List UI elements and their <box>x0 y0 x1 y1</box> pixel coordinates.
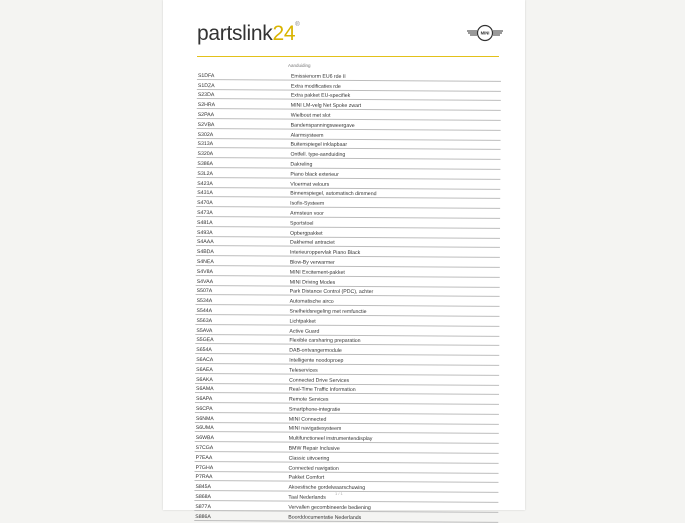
option-description: Park Distance Control (PDC), achter <box>289 288 374 296</box>
option-code: S1DZA <box>197 82 215 89</box>
option-code: S6WBA <box>195 435 214 442</box>
option-description: Teleservices <box>289 367 318 374</box>
option-description: Akoestische gordelwaarschuwing <box>288 484 366 492</box>
option-code: P7EAA <box>195 454 213 461</box>
option-description: Multifunctioneel instrumentendisplay <box>288 435 373 443</box>
logo-text-accent: 24 <box>272 22 296 45</box>
option-description: Active Guard <box>289 328 320 335</box>
option-description: Dakhemel antraciet <box>289 239 335 247</box>
mini-logo-icon <box>466 24 504 42</box>
header-divider <box>197 56 499 57</box>
option-description: Boorddocumentatie Nederlands <box>288 514 362 521</box>
option-description: Flexible carsharing preparation <box>289 337 361 345</box>
option-code: S6UMA <box>195 425 214 432</box>
option-code: S2PAA <box>197 111 215 119</box>
option-description: Bandenspanningsweergave <box>290 122 355 129</box>
option-description: Taal Nederlands <box>288 494 326 501</box>
option-description: Smartphone-integratie <box>288 406 341 413</box>
option-code: S4BDA <box>196 249 214 256</box>
option-description: Interieuroppervlak Piano Black <box>289 249 361 257</box>
option-code: S544A <box>196 307 213 315</box>
option-description: Intelligente noodoproep <box>289 357 344 364</box>
table-row <box>194 511 498 523</box>
option-description: Classic uitvoering <box>288 455 330 462</box>
option-code: S1DFA <box>197 72 215 79</box>
partslink-logo <box>197 22 299 46</box>
option-description: Extra pakket EU-specifiek <box>290 92 351 100</box>
option-code: S4AAA <box>196 239 214 246</box>
option-code: S886A <box>195 513 211 520</box>
option-code: S470A <box>197 200 213 207</box>
option-code: S877A <box>195 503 211 510</box>
option-code: P7RAA <box>195 474 213 481</box>
option-description: Blow-By verwarmer <box>289 259 335 266</box>
option-code: S6APA <box>195 396 213 403</box>
page-number: 1 / 1 <box>335 491 343 496</box>
option-description: Dakreling <box>290 161 313 168</box>
option-code: S6AEA <box>196 366 213 373</box>
option-description: MINI Driving Modes <box>289 279 336 286</box>
option-description: Connected Drive Services <box>289 377 350 384</box>
option-description: Buitenspiegel inklapbaar <box>290 141 348 149</box>
option-description: Opbergpakket <box>289 230 323 237</box>
option-code: S4V8A <box>196 268 213 275</box>
option-description: Vervallen gecombineerde bediening <box>288 504 371 511</box>
option-code: S6ACA <box>196 356 214 364</box>
option-description: Alarmsysteem <box>290 132 324 139</box>
option-code: S493A <box>196 229 213 236</box>
option-code: S563A <box>196 317 213 324</box>
option-code: S473A <box>197 209 213 217</box>
option-code: S320A <box>197 151 214 158</box>
option-description: Snelheidsregeling met remfunctie <box>289 308 367 315</box>
option-code: S313A <box>197 141 214 148</box>
option-description: Armsteun voor <box>290 210 324 217</box>
option-description: MINI Excitement-pakket <box>289 269 345 276</box>
column-header: Aanduiding <box>288 63 311 68</box>
option-description: Sportstoel <box>290 220 314 227</box>
option-description: Connected navigation <box>288 465 339 472</box>
option-description: Real-Time Traffic Information <box>289 386 356 394</box>
option-code: S507A <box>196 288 213 295</box>
option-description: Binnenspiegel, automatisch dimmend <box>290 190 377 198</box>
option-code: S423A <box>197 180 213 187</box>
option-code: S654A <box>196 347 212 354</box>
option-code: S302A <box>197 131 214 138</box>
option-code: S431A <box>197 190 213 197</box>
option-code: S6NMA <box>195 415 214 422</box>
option-code: S534A <box>196 298 213 305</box>
option-code: S2VBA <box>197 121 215 128</box>
option-code: S6CPA <box>195 405 213 412</box>
option-description: Pakket Comfort <box>288 475 325 482</box>
option-description: MINI navigatiesysteem <box>288 426 342 433</box>
option-code: S4VAA <box>196 278 214 285</box>
option-description: BMW Repair Inclusive <box>288 445 340 452</box>
option-description: Ontfell. type-aanduiding <box>290 151 346 159</box>
option-code: S4NEA <box>196 258 214 266</box>
option-code: S23DA <box>197 92 215 99</box>
option-code: P7GHA <box>195 464 214 471</box>
option-description: MINI Connected <box>288 416 327 423</box>
document-page <box>163 0 525 521</box>
option-description: Extra modificaties rde <box>290 83 341 90</box>
option-description: Isofix-Systeem <box>290 200 325 207</box>
option-code: S5AVA <box>196 327 213 334</box>
option-code: S7CGA <box>195 445 214 452</box>
option-code: S6AKA <box>196 376 213 383</box>
option-description: Automatische airco <box>289 298 334 305</box>
option-description: Lichtpakket <box>289 318 316 325</box>
option-description: Vloermat velours <box>290 181 330 188</box>
option-description: Wielbout met slot <box>290 112 331 119</box>
option-code: S6AMA <box>196 386 214 393</box>
logo-text-main: partslink <box>197 22 273 45</box>
option-description: Emissienorm EU6 rde II <box>290 73 346 80</box>
option-code: S845A <box>195 484 212 491</box>
option-code: S2HRA <box>197 102 216 109</box>
option-code: S5GEA <box>196 337 214 344</box>
logo-registered-mark: ® <box>295 22 300 28</box>
option-description: Piano black exterieur <box>290 171 339 178</box>
option-code: S481A <box>197 219 213 226</box>
option-code: S386A <box>197 160 214 168</box>
option-description: MINI LM-velg Net Spoke zwart <box>290 102 362 110</box>
option-description: Remote Services <box>288 396 329 403</box>
option-description: DAB-ontvangermodule <box>289 347 342 354</box>
options-table <box>194 70 501 523</box>
svg-text:MINI: MINI <box>480 30 490 36</box>
option-code: S868A <box>195 494 211 501</box>
option-code: S3L2A <box>197 170 213 177</box>
